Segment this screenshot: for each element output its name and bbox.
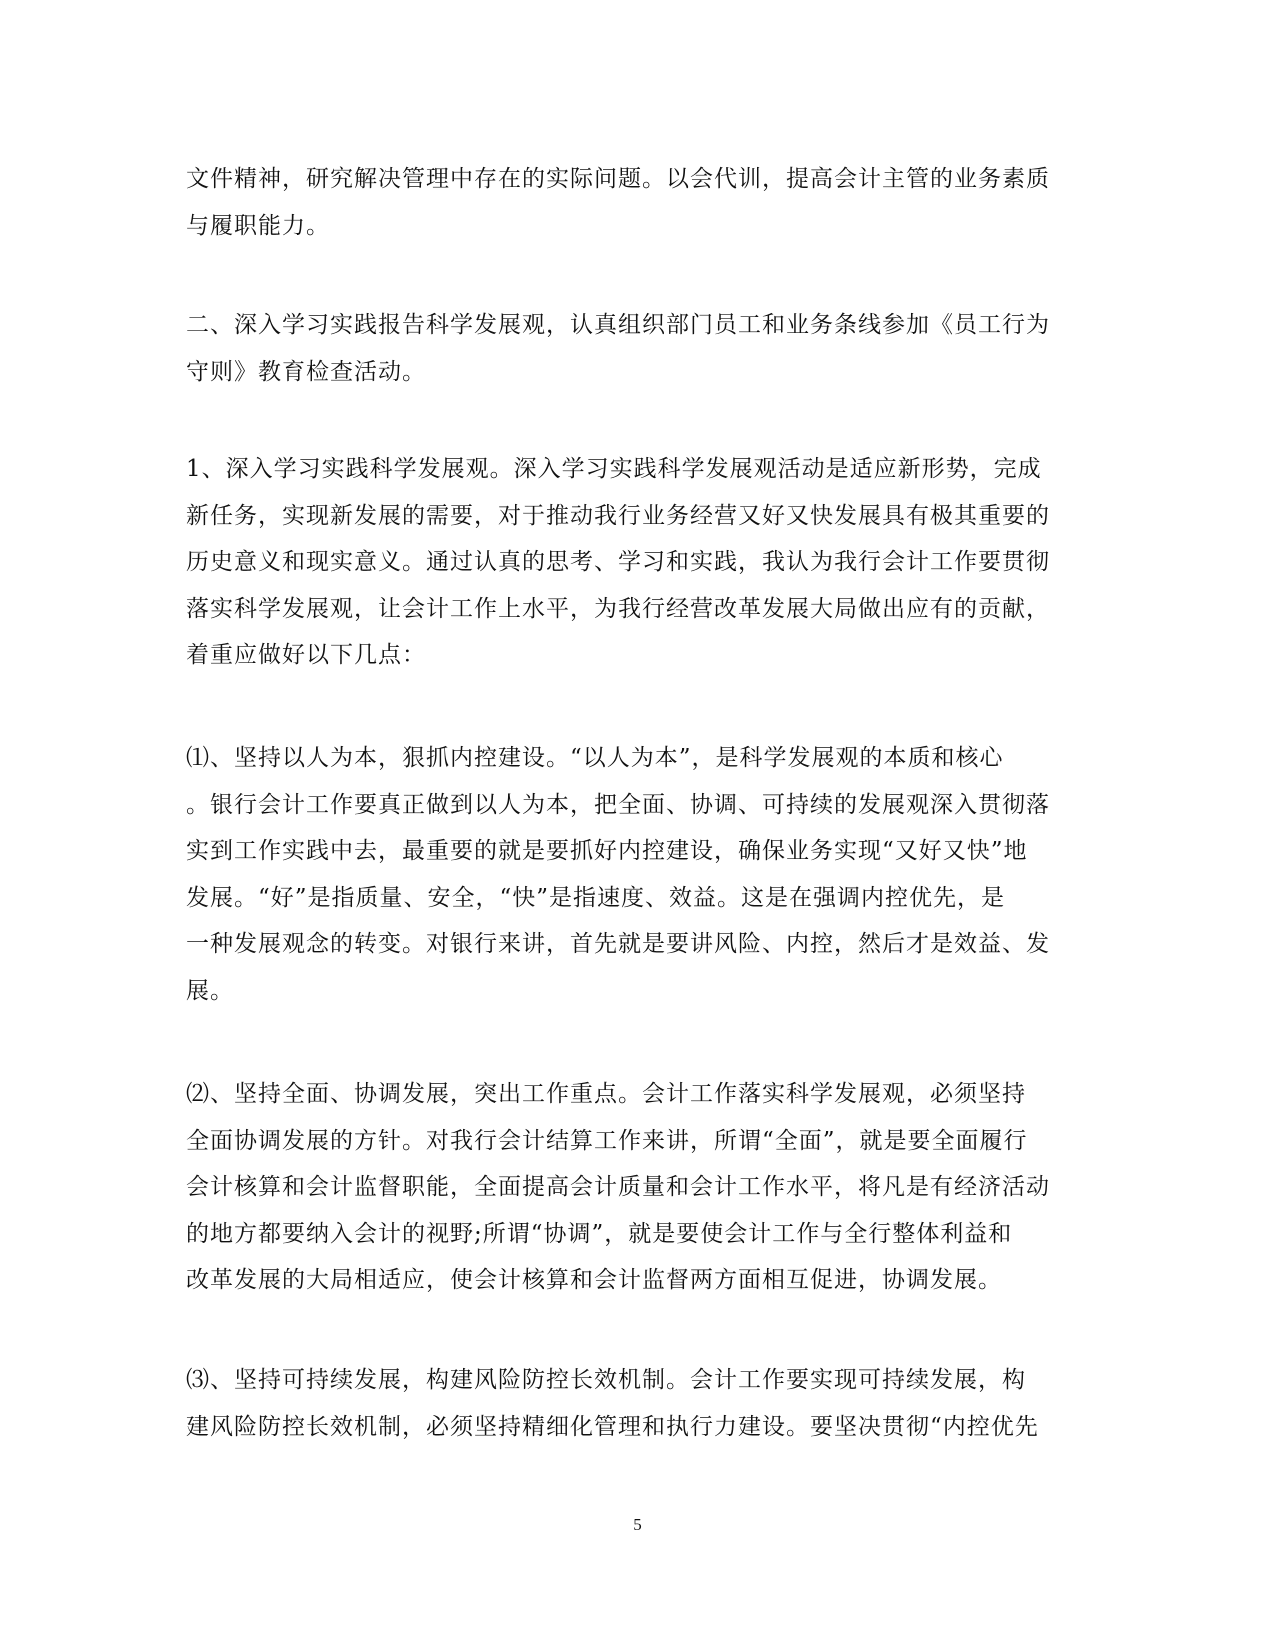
page-number: 5 — [633, 1515, 642, 1534]
text-line: 新任务，实现新发展的需要，对于推动我行业务经营又好又快发展具有极其重要的 — [186, 502, 1050, 529]
text-line: 建风险防控长效机制，必须坚持精细化管理和执行力建设。要坚决贯彻“内控优先 — [186, 1413, 1039, 1440]
paragraph-subpoint-1 — [186, 735, 1078, 1015]
text-line: 历史意义和现实意义。通过认真的思考、学习和实践，我认为我行会计工作要贯彻 — [186, 549, 1050, 576]
text-line: 落实科学发展观，让会计工作上水平，为我行经营改革发展大局做出应有的贡献， — [186, 595, 1050, 622]
paragraph-subpoint-2 — [186, 1071, 1078, 1304]
text-line: 二、深入学习实践报告科学发展观，认真组织部门员工和业务条线参加《员工行为 — [186, 312, 1050, 338]
text-line: 1、深入学习实践科学发展观。深入学习实践科学发展观活动是适应新形势，完成 — [186, 456, 1042, 482]
text-line: ⑵、坚持全面、协调发展，突出工作重点。会计工作落实科学发展观，必须坚持 — [186, 1081, 1026, 1107]
text-line: 全面协调发展的方针。对我行会计结算工作来讲，所谓“全面”，就是要全面履行 — [186, 1127, 1028, 1154]
text-line: 实到工作实践中去，最重要的就是要抓好内控建设，确保业务实现“又好又快”地 — [186, 838, 1028, 865]
text-line: 发展。“好”是指质量、安全，“快”是指速度、效益。这是在强调内控优先，是 — [186, 884, 1006, 911]
text-line: 一种发展观念的转变。对银行来讲，首先就是要讲风险、内控，然后才是效益、发 — [186, 931, 1050, 958]
text-line: 。银行会计工作要真正做到以人为本，把全面、协调、可持续的发展观深入贯彻落 — [186, 791, 1050, 818]
text-line: ⑶、坚持可持续发展，构建风险防控长效机制。会计工作要实现可持续发展，构 — [186, 1367, 1026, 1393]
text-line: ⑴、坚持以人为本，狠抓内控建设。“以人为本”，是科学发展观的本质和核心 — [186, 745, 1004, 771]
text-line: 展。 — [186, 977, 234, 1004]
text-line: 会计核算和会计监督职能，全面提高会计质量和会计工作水平，将凡是有经济活动 — [186, 1174, 1050, 1201]
paragraph-point-1 — [186, 446, 1078, 679]
text-line: 着重应做好以下几点： — [186, 642, 426, 669]
text-line: 守则》教育检查活动。 — [186, 358, 426, 385]
text-line: 与履职能力。 — [186, 212, 330, 239]
text-line: 的地方都要纳入会计的视野;所谓“协调”，就是要使会计工作与全行整体利益和 — [186, 1220, 1013, 1247]
paragraph-continuation — [186, 156, 1078, 249]
text-line: 改革发展的大局相适应，使会计核算和会计监督两方面相互促进，协调发展。 — [186, 1267, 1002, 1294]
section-heading-paragraph — [186, 302, 1078, 395]
text-line: 文件精神，研究解决管理中存在的实际问题。以会代训，提高会计主管的业务素质 — [186, 166, 1050, 192]
paragraph-subpoint-3 — [186, 1357, 1078, 1450]
